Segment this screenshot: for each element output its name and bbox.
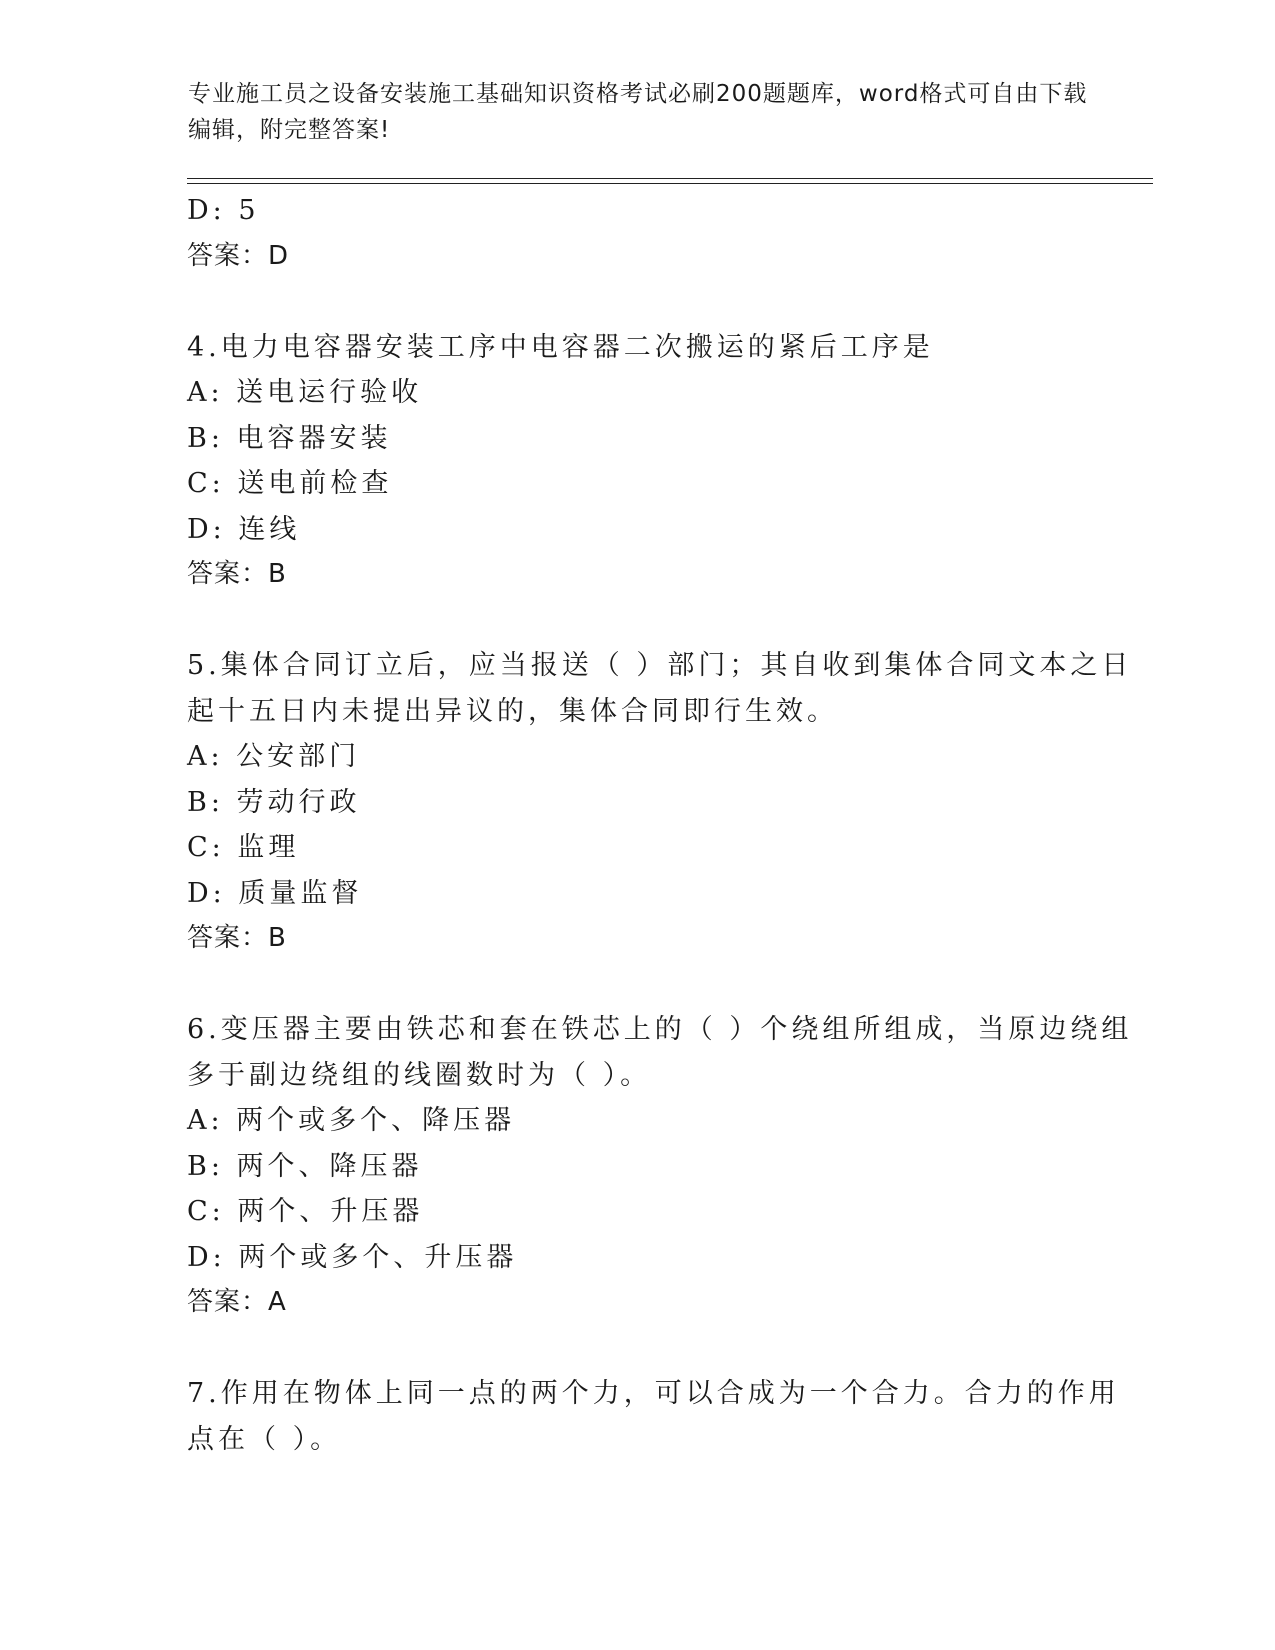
- spacer: [187, 279, 1087, 325]
- spacer: [187, 598, 1087, 644]
- spacer: [187, 962, 1087, 1008]
- question-text: 5.集体合同订立后，应当报送（ ）部门；其自收到集体合同文本之日: [187, 650, 1133, 681]
- option-d: D: 两个或多个、升压器: [187, 1241, 518, 1273]
- answer: 答案：A: [187, 1287, 287, 1317]
- option-c: C: 监理: [187, 832, 300, 863]
- option-c: C: 送电前检查: [187, 468, 393, 499]
- document-body: [187, 188, 1133, 1462]
- option-a: A: 送电运行验收: [187, 377, 423, 408]
- header-rule-bottom: [187, 183, 1153, 184]
- question-text: 7.作用在物体上同一点的两个力，可以合成为一个合力。合力的作用: [187, 1378, 1120, 1409]
- spacer: [187, 1326, 1087, 1372]
- question-6: [187, 1007, 1133, 1326]
- option-a: A: 公安部门: [187, 741, 361, 772]
- option-d: D: 5: [187, 195, 260, 226]
- question-5: [187, 643, 1133, 962]
- question-text-continued: 起十五日内未提出异议的，集体合同即行生效。: [187, 695, 838, 727]
- question-text-continued: 多于副边绕组的线圈数时为（ ）。: [187, 1059, 652, 1091]
- option-b: B: 劳动行政: [187, 786, 361, 818]
- option-a: A: 两个或多个、降压器: [187, 1105, 516, 1136]
- answer: 答案：D: [187, 240, 290, 271]
- answer: 答案：B: [187, 559, 287, 589]
- option-b: B: 电容器安装: [187, 422, 392, 454]
- header-rule-top: [187, 178, 1153, 179]
- option-d: D: 质量监督: [187, 877, 363, 909]
- option-c: C: 两个、升压器: [187, 1196, 424, 1227]
- question-7: [187, 1371, 1120, 1462]
- answer: 答案：B: [187, 923, 287, 953]
- question-text: 6.变压器主要由铁芯和套在铁芯上的（ ）个绕组所组成，当原边绕组: [187, 1014, 1133, 1045]
- question-text: 4.电力电容器安装工序中电容器二次搬运的紧后工序是: [187, 331, 934, 363]
- header-title: 专业施工员之设备安装施工基础知识资格考试必刷200题题库，word格式可自由下载编辑，附完整答案!: [188, 81, 1088, 143]
- question-4: [187, 325, 1087, 598]
- document-header: [188, 76, 1088, 148]
- question-text-continued: 点在（ ）。: [187, 1423, 342, 1455]
- option-d: D: 连线: [187, 513, 301, 545]
- option-b: B: 两个、降压器: [187, 1150, 423, 1182]
